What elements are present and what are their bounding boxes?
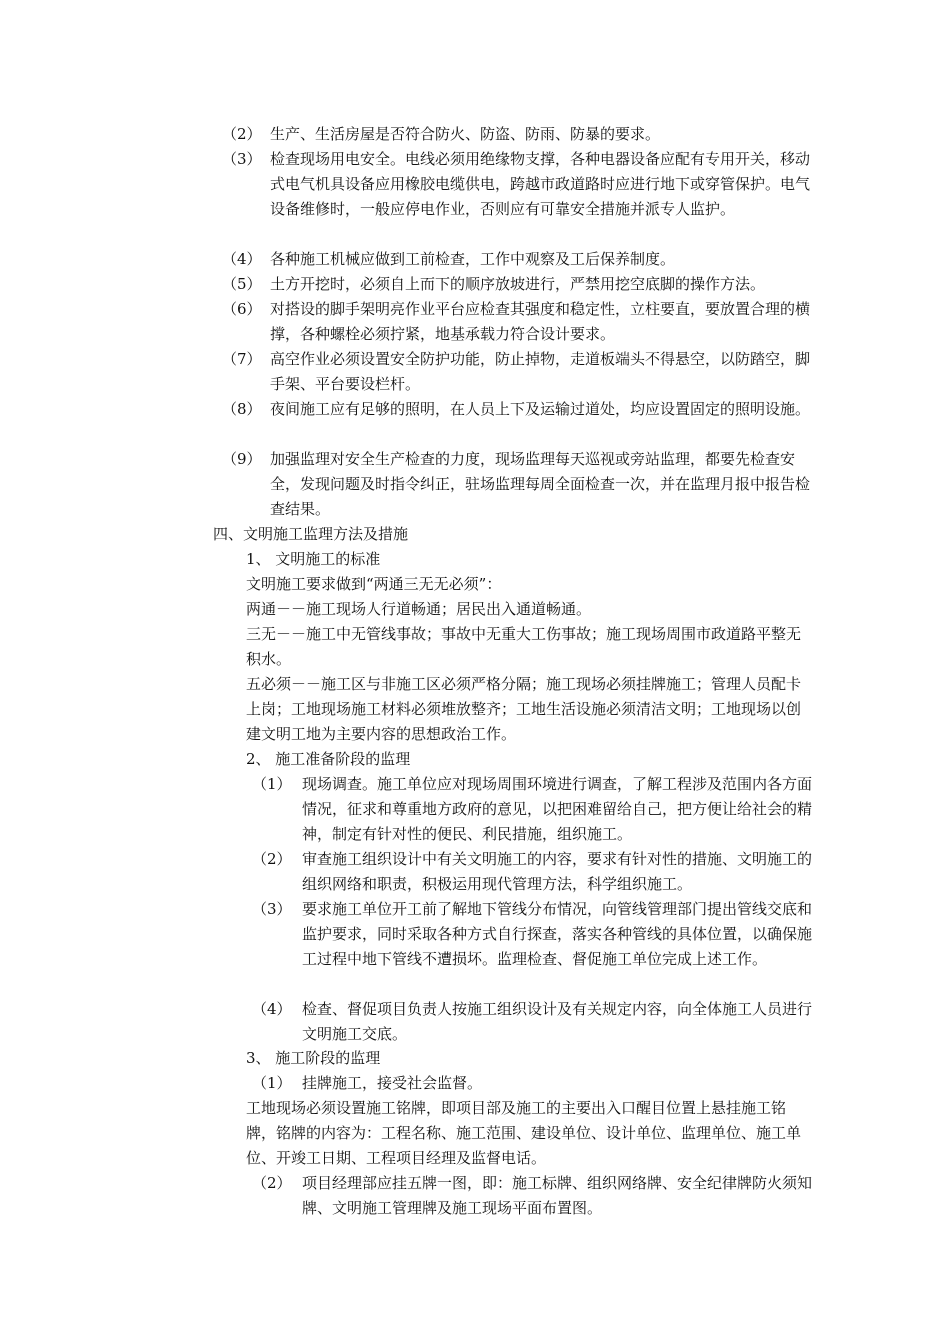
item-number: （2） <box>222 125 262 143</box>
subsection-heading-1: 1、 文明施工的标准 <box>246 550 381 568</box>
item-text: 高空作业必须设置安全防护功能，防止掉物，走道板端头不得悬空，以防踏空，脚手架、平台要设栏杆。 <box>270 350 811 393</box>
item-text: 生产、生活房屋是否符合防火、防盗、防雨、防暴的要求。 <box>270 125 661 143</box>
item-number: （6） <box>222 300 262 318</box>
item-text: 土方开挖时，必须自上而下的顺序放坡进行，严禁用挖空底脚的操作方法。 <box>270 275 766 293</box>
item-number: （4） <box>222 250 262 268</box>
subsection-heading-3: 3、 施工阶段的监理 <box>246 1049 381 1067</box>
standard-liangtong: 两通－－施工现场人行道畅通；居民出入通道畅通。 <box>246 600 592 618</box>
item-number: （1） <box>252 775 292 793</box>
standard-sanwu: 三无－－施工中无管线事故；事故中无重大工伤事故；施工现场周围市政道路平整无积水。 <box>246 625 802 668</box>
item-text: 对搭设的脚手架明亮作业平台应检查其强度和稳定性，立柱要直，要放置合理的横撑，各种螺栓必须拧紧，地基承载力符合设计要求。 <box>270 300 811 343</box>
item-text: 要求施工单位开工前了解地下管线分布情况，向管线管理部门提出管线交底和监护要求，同时采取各种方式自行探查，落实各种管线的具体位置，以确保施工过程中地下管线不遭损坏。监理检查、督促施工单位完成上述工作。 <box>302 900 813 968</box>
item-text: 夜间施工应有足够的照明，在人员上下及运输过道处，均应设置固定的照明设施。 <box>270 400 811 418</box>
item-number: （1） <box>252 1074 292 1092</box>
subsection-heading-2: 2、 施工准备阶段的监理 <box>246 750 411 768</box>
item-number: （2） <box>252 850 292 868</box>
item-number: （3） <box>222 150 262 168</box>
section-heading: 四、文明施工监理方法及措施 <box>213 525 409 543</box>
item-number: （5） <box>222 275 262 293</box>
item-number: （7） <box>222 350 262 368</box>
item-number: （9） <box>222 450 262 468</box>
item-text: 项目经理部应挂五牌一图，即：施工标牌、组织网络牌、安全纪律牌防火须知牌、文明施工管理牌及施工现场平面布置图。 <box>302 1174 813 1217</box>
standard-wubixu: 五必须－－施工区与非施工区必须严格分隔；施工现场必须挂牌施工；管理人员配卡上岗；工地现场施工材料必须堆放整齐；工地生活设施必须清洁文明；工地现场以创建文明工地为主要内容的思想政治工作。 <box>246 675 802 743</box>
item-text: 检查现场用电安全。电线必须用绝缘物支撑，各种电器设备应配有专用开关，移动式电气机具设备应用橡胶电缆供电，跨越市政道路时应进行地下或穿管保护。电气设备维修时，一般应停电作业，否则应有可靠安全措施并派专人监护。 <box>270 150 811 218</box>
item-number: （4） <box>252 1000 292 1018</box>
item-text: 现场调查。施工单位应对现场周围环境进行调查，了解工程涉及范围内各方面情况，征求和尊重地方政府的意见，以把困难留给自己，把方便让给社会的精神，制定有针对性的便民、利民措施，组织施工。 <box>302 775 813 843</box>
item-text: 挂牌施工，接受社会监督。 <box>302 1074 483 1092</box>
item-number: （8） <box>222 400 262 418</box>
item-number: （3） <box>252 900 292 918</box>
item-text: 加强监理对安全生产检查的力度，现场监理每天巡视或旁站监理，都要先检查安全，发现问题及时指令纠正，驻场监理每周全面检查一次，并在监理月报中报告检查结果。 <box>270 450 811 518</box>
item-text: 检查、督促项目负责人按施工组织设计及有关规定内容，向全体施工人员进行文明施工交底。 <box>302 1000 813 1043</box>
item-number: （2） <box>252 1174 292 1192</box>
item-text: 审查施工组织设计中有关文明施工的内容，要求有针对性的措施、文明施工的组织网络和职责，积极运用现代管理方法，科学组织施工。 <box>302 850 813 893</box>
item-text: 各种施工机械应做到工前检查，工作中观察及工后保养制度。 <box>270 250 676 268</box>
standard-intro: 文明施工要求做到“两通三无无必须”： <box>246 575 502 593</box>
nameplate-paragraph: 工地现场必须设置施工铭牌，即项目部及施工的主要出入口醒目位置上悬挂施工铭牌，铭牌的内容为：工程名称、施工范围、建设单位、设计单位、监理单位、施工单位、开竣工日期、工程项目经理及监督电话。 <box>246 1099 802 1167</box>
